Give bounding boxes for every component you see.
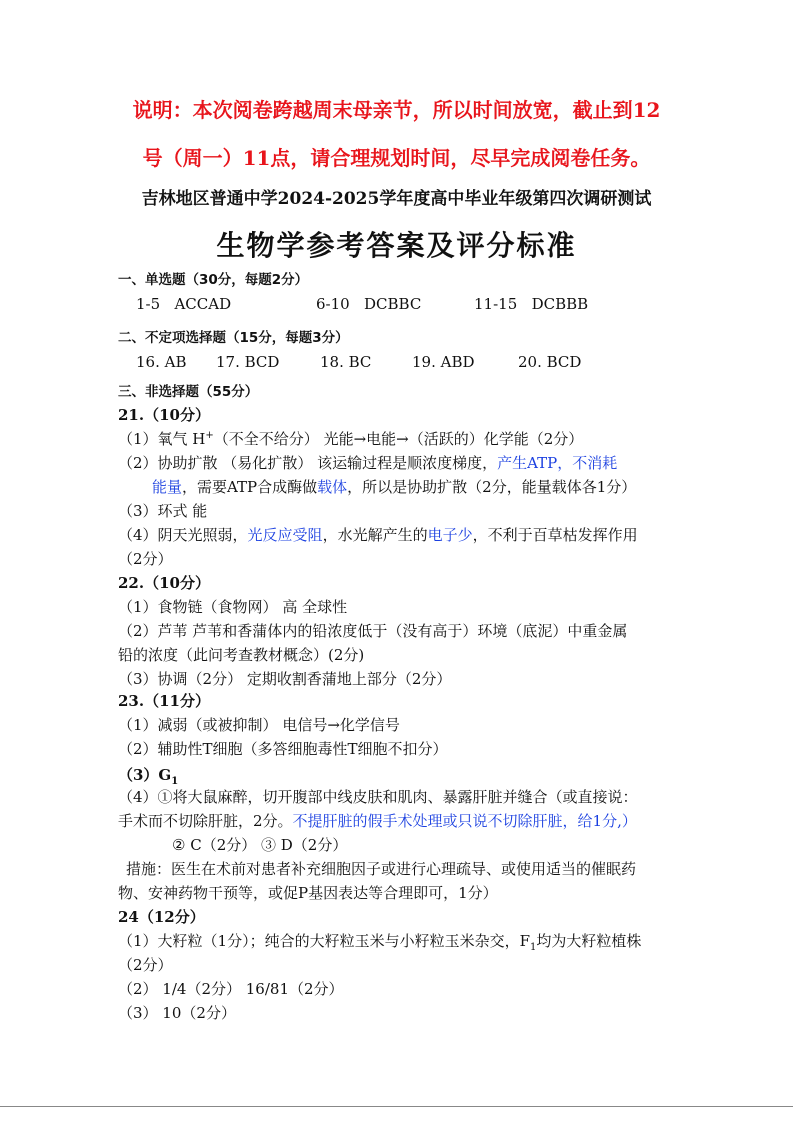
q24-part2: （2） 1/4（2分） 16/81（2分） (118, 980, 344, 998)
answer-range: 6-10 (316, 295, 350, 313)
subscript: 1 (171, 776, 179, 787)
text-span: ，不利于百草枯发挥作用 (472, 526, 638, 544)
text-span: （1）氧气 H (118, 430, 206, 448)
answer-values: DCBBC (364, 295, 422, 313)
text-span: 均为大籽粒植株 (536, 932, 642, 950)
answer-group-6-10 (316, 295, 421, 313)
highlight-text: 不提肝脏的假手术处理或只说不切除肝脏，给1分,） (292, 812, 637, 830)
answer-item-19: 19. ABD (412, 353, 475, 371)
page-bottom-divider (0, 1106, 793, 1107)
highlight-text: 产生ATP，不消耗 (497, 454, 618, 472)
text-span: ，水光解产生的 (322, 526, 428, 544)
q22-heading: 22.（10分） (118, 574, 210, 592)
text-span: （4）阴天光照弱， (118, 526, 248, 544)
answer-item-17: 17. BCD (216, 353, 280, 371)
q21-part2 (118, 452, 617, 473)
q24-part3: （3） 10（2分） (118, 1004, 236, 1022)
q22-part3: （3）协调（2分） 定期收割香蒲地上部分（2分） (118, 670, 452, 688)
highlight-text: 载体 (317, 478, 348, 496)
q22-part2-cont: 铅的浓度（此问考查教材概念）(2分) (118, 646, 365, 664)
q22-part1: （1）食物链（食物网） 高 全球性 (118, 598, 348, 616)
answer-group-11-15 (474, 295, 588, 313)
q23-part4: （4）①将大鼠麻醉，切开腹部中线皮肤和肌肉、暴露肝脏并缝合（或直接说： (118, 788, 638, 806)
q23-part2: （2）辅助性T细胞（多答细胞毒性T细胞不扣分） (118, 740, 448, 758)
highlight-text: 电子少 (427, 526, 473, 544)
text-span: 手术而不切除肝脏，2分。 (118, 812, 293, 830)
q23-part3 (118, 764, 178, 787)
section-multi-choice-heading: 二、不定项选择题（15分，每题3分） (118, 330, 349, 346)
q21-heading: 21.（10分） (118, 406, 210, 424)
answer-range: 11-15 (474, 295, 518, 313)
text-span: ，需要ATP合成酶做 (182, 478, 318, 496)
answer-item-18: 18. BC (320, 353, 372, 371)
q24-heading: 24（12分） (118, 908, 205, 926)
notice-line-1: 说明：本次阅卷跨越周末母亲节，所以时间放宽，截止到12 (132, 98, 661, 122)
text-span: （3）G (118, 766, 172, 784)
superscript: + (205, 430, 214, 441)
text-span: （1）大籽粒（1分）；纯合的大籽粒玉米与小籽粒玉米杂交，F (118, 932, 530, 950)
answer-group-1-5 (136, 295, 231, 313)
q21-part3: （3）环式 能 (118, 502, 208, 520)
q22-part2: （2）芦苇 芦苇和香蒲体内的铅浓度低于（没有高于）环境（底泥）中重金属 (118, 622, 628, 640)
highlight-text: 能量 (152, 478, 183, 496)
page-title: 生物学参考答案及评分标准 (216, 229, 577, 262)
q23-heading: 23.（11分） (118, 692, 210, 710)
answer-item-16: 16. AB (136, 353, 187, 371)
q23-part4-cont (118, 810, 637, 831)
q23-part4-answers: ② C（2分） ③ D（2分） (172, 836, 348, 854)
q24-part1-score: （2分） (118, 956, 173, 974)
answer-range: 1-5 (136, 295, 161, 313)
highlight-text: 光反应受阻 (247, 526, 323, 544)
answer-item-20: 20. BCD (518, 353, 582, 371)
q23-measures-cont: 物、安神药物干预等，或促P基因表达等合理即可，1分） (118, 884, 498, 902)
text-span: ，所以是协助扩散（2分，能量载体各1分） (347, 478, 637, 496)
exam-subtitle: 吉林地区普通中学2024-2025学年度高中毕业年级第四次调研测试 (141, 189, 652, 209)
q21-part4 (118, 524, 638, 545)
section-non-choice-heading: 三、非选择题（55分） (118, 384, 259, 400)
answer-values: ACCAD (174, 295, 232, 313)
subscript: 1 (530, 942, 537, 953)
q23-part1: （1）减弱（或被抑制） 电信号→化学信号 (118, 716, 400, 734)
notice-line-2: 号（周一）11点，请合理规划时间，尽早完成阅卷任务。 (142, 146, 651, 170)
section-single-choice-heading: 一、单选题（30分，每题2分） (118, 272, 309, 288)
text-span: （不全不给分） 光能→电能→（活跃的）化学能（2分） (213, 430, 584, 448)
q21-part2-cont (152, 476, 636, 497)
q21-part1 (118, 428, 583, 449)
q23-measures: 措施：医生在术前对患者补充细胞因子或进行心理疏导、或使用适当的催眠药 (126, 860, 637, 878)
text-span: （2）协助扩散 （易化扩散） 该运输过程是顺浓度梯度， (118, 454, 498, 472)
q24-part1 (118, 930, 641, 953)
answer-values: DCBBB (531, 295, 589, 313)
q21-part4-score: （2分） (118, 550, 173, 568)
